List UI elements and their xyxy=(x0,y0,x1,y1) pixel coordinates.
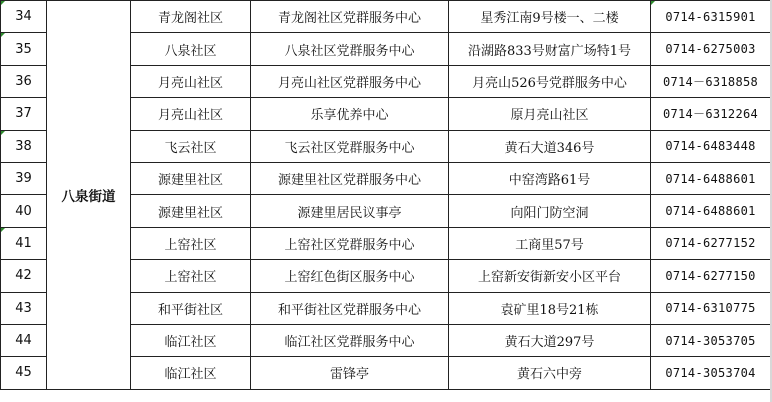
row-number-cell[interactable] xyxy=(1,227,47,259)
community-cell-text: 月亮山社区 xyxy=(157,75,223,91)
street-name-cell[interactable] xyxy=(47,1,131,390)
row-number-cell[interactable] xyxy=(1,195,47,227)
phone-cell-text: 0714-6488601 xyxy=(665,171,756,186)
comment-marker-icon xyxy=(1,131,5,135)
venue-cell[interactable] xyxy=(251,130,449,162)
row-number-cell-text: 38 xyxy=(15,138,32,154)
community-cell[interactable] xyxy=(131,227,251,259)
phone-cell[interactable] xyxy=(651,98,771,130)
venue-cell[interactable] xyxy=(251,1,449,33)
address-cell[interactable] xyxy=(449,98,651,130)
community-cell-text: 源建里社区 xyxy=(157,205,223,221)
community-cell-text: 源建里社区 xyxy=(157,173,223,189)
phone-cell-text: 0714－6318858 xyxy=(662,74,759,89)
community-cell-text: 青龙阁社区 xyxy=(157,11,223,27)
venue-cell[interactable] xyxy=(251,195,449,227)
community-cell[interactable] xyxy=(131,33,251,65)
row-number-cell-text: 37 xyxy=(15,106,32,122)
row-number-cell-text: 39 xyxy=(15,171,32,187)
row-number-cell[interactable] xyxy=(1,292,47,324)
community-cell[interactable] xyxy=(131,1,251,33)
venue-cell-text: 月亮山社区党群服务中心 xyxy=(277,75,421,91)
phone-cell[interactable] xyxy=(651,130,771,162)
row-number-cell[interactable] xyxy=(1,162,47,194)
phone-cell[interactable] xyxy=(651,227,771,259)
venue-cell-text: 源建里社区党群服务中心 xyxy=(277,173,421,189)
venue-cell[interactable] xyxy=(251,324,449,356)
community-cell[interactable] xyxy=(131,324,251,356)
phone-cell[interactable] xyxy=(651,260,771,292)
comment-marker-icon xyxy=(1,228,5,232)
address-cell[interactable] xyxy=(449,195,651,227)
community-cell-text: 上窑社区 xyxy=(164,270,217,286)
address-cell[interactable] xyxy=(449,65,651,97)
phone-cell-text: 0714-6275003 xyxy=(665,42,756,57)
venue-cell-text: 上窑社区党群服务中心 xyxy=(284,237,415,253)
venue-cell-text: 和平街社区党群服务中心 xyxy=(277,302,421,318)
phone-cell[interactable] xyxy=(651,65,771,97)
community-cell[interactable] xyxy=(131,357,251,389)
phone-cell[interactable] xyxy=(651,162,771,194)
phone-cell-text: 0714-6277150 xyxy=(665,268,756,283)
address-cell[interactable] xyxy=(449,292,651,324)
community-cell-text: 上窑社区 xyxy=(164,237,217,253)
venue-cell-text: 雷锋亭 xyxy=(329,367,369,383)
address-cell[interactable] xyxy=(449,1,651,33)
venue-cell-text: 临江社区党群服务中心 xyxy=(284,335,415,351)
venue-cell-text: 上窑红色街区服务中心 xyxy=(284,270,415,286)
venue-cell[interactable] xyxy=(251,65,449,97)
community-cell[interactable] xyxy=(131,260,251,292)
venue-cell[interactable] xyxy=(251,260,449,292)
address-cell-text: 向阳门防空洞 xyxy=(510,205,589,221)
table-row xyxy=(1,1,771,33)
community-cell-text: 和平街社区 xyxy=(157,302,223,318)
address-cell[interactable] xyxy=(449,324,651,356)
row-number-cell[interactable] xyxy=(1,260,47,292)
phone-cell-text: 0714-6315901 xyxy=(665,9,756,24)
address-cell-text: 袁矿里18号21栋 xyxy=(500,302,599,318)
row-number-cell-text: 42 xyxy=(15,268,32,284)
phone-cell-text: 0714-3053705 xyxy=(665,333,756,348)
venue-cell[interactable] xyxy=(251,33,449,65)
community-cell[interactable] xyxy=(131,195,251,227)
community-cell-text: 飞云社区 xyxy=(164,140,217,156)
address-cell-text: 工商里57号 xyxy=(515,237,584,253)
address-cell-text: 中窑湾路61号 xyxy=(508,173,591,189)
venue-cell[interactable] xyxy=(251,357,449,389)
row-number-cell-text: 44 xyxy=(15,333,32,349)
address-cell-text: 原月亮山社区 xyxy=(510,108,589,124)
address-cell-text: 沿湖路833号财富广场特1号 xyxy=(467,43,632,59)
phone-cell-text: 0714-6277152 xyxy=(665,236,756,251)
community-cell[interactable] xyxy=(131,130,251,162)
venue-cell[interactable] xyxy=(251,227,449,259)
community-cell-text: 临江社区 xyxy=(164,367,217,383)
row-number-cell[interactable] xyxy=(1,357,47,389)
address-cell-text: 黄石大道297号 xyxy=(504,335,595,351)
row-number-cell-text: 35 xyxy=(15,41,32,57)
address-cell-text: 星秀江南9号楼一、二楼 xyxy=(480,11,619,27)
phone-cell-text: 0714－6312264 xyxy=(662,107,759,122)
phone-cell-text: 0714-3053704 xyxy=(665,365,756,380)
comment-marker-icon xyxy=(1,33,5,37)
row-number-cell[interactable] xyxy=(1,130,47,162)
community-cell-text: 月亮山社区 xyxy=(157,108,223,124)
phone-cell[interactable] xyxy=(651,195,771,227)
community-cell-text: 临江社区 xyxy=(164,335,217,351)
phone-cell-text: 0714-6483448 xyxy=(665,139,756,154)
address-cell[interactable] xyxy=(449,33,651,65)
row-number-cell-text: 41 xyxy=(15,235,32,251)
address-cell[interactable] xyxy=(449,227,651,259)
community-cell[interactable] xyxy=(131,292,251,324)
community-cell[interactable] xyxy=(131,65,251,97)
venue-cell[interactable] xyxy=(251,98,449,130)
row-number-cell[interactable] xyxy=(1,65,47,97)
address-cell-text: 黄石六中旁 xyxy=(516,367,582,383)
address-cell[interactable] xyxy=(449,260,651,292)
address-cell-text: 上窑新安街新安小区平台 xyxy=(477,270,621,286)
address-cell-text: 月亮山526号党群服务中心 xyxy=(472,75,627,91)
venue-cell[interactable] xyxy=(251,292,449,324)
table-body xyxy=(1,1,771,390)
venue-cell-text: 飞云社区党群服务中心 xyxy=(284,140,415,156)
address-cell-text: 黄石大道346号 xyxy=(504,140,595,156)
phone-cell[interactable] xyxy=(651,292,771,324)
phone-cell[interactable] xyxy=(651,357,771,389)
venue-cell-text: 青龙阁社区党群服务中心 xyxy=(277,11,421,27)
street-name-text: 八泉街道 xyxy=(61,188,116,205)
phone-cell[interactable] xyxy=(651,33,771,65)
community-cell[interactable] xyxy=(131,162,251,194)
community-cell-text: 八泉社区 xyxy=(164,43,217,59)
phone-cell-text: 0714-6310775 xyxy=(665,301,756,316)
phone-cell[interactable] xyxy=(651,1,771,33)
row-number-cell[interactable] xyxy=(1,1,47,33)
phone-cell-text: 0714-6488601 xyxy=(665,204,756,219)
row-number-cell-text: 40 xyxy=(15,203,32,219)
row-number-cell-text: 45 xyxy=(15,365,32,381)
row-number-cell-text: 34 xyxy=(15,9,32,25)
community-cell[interactable] xyxy=(131,98,251,130)
address-cell[interactable] xyxy=(449,357,651,389)
venue-cell[interactable] xyxy=(251,162,449,194)
venue-cell-text: 源建里居民议事亭 xyxy=(297,205,402,221)
address-cell[interactable] xyxy=(449,162,651,194)
comment-marker-icon xyxy=(1,1,5,5)
phone-cell[interactable] xyxy=(651,324,771,356)
row-number-cell-text: 43 xyxy=(15,300,32,316)
row-number-cell[interactable] xyxy=(1,98,47,130)
venue-cell-text: 乐享优养中心 xyxy=(310,108,389,124)
venue-cell-text: 八泉社区党群服务中心 xyxy=(284,43,415,59)
comment-marker-icon xyxy=(651,1,655,5)
address-cell[interactable] xyxy=(449,130,651,162)
row-number-cell[interactable] xyxy=(1,324,47,356)
row-number-cell-text: 36 xyxy=(15,73,32,89)
row-number-cell[interactable] xyxy=(1,33,47,65)
